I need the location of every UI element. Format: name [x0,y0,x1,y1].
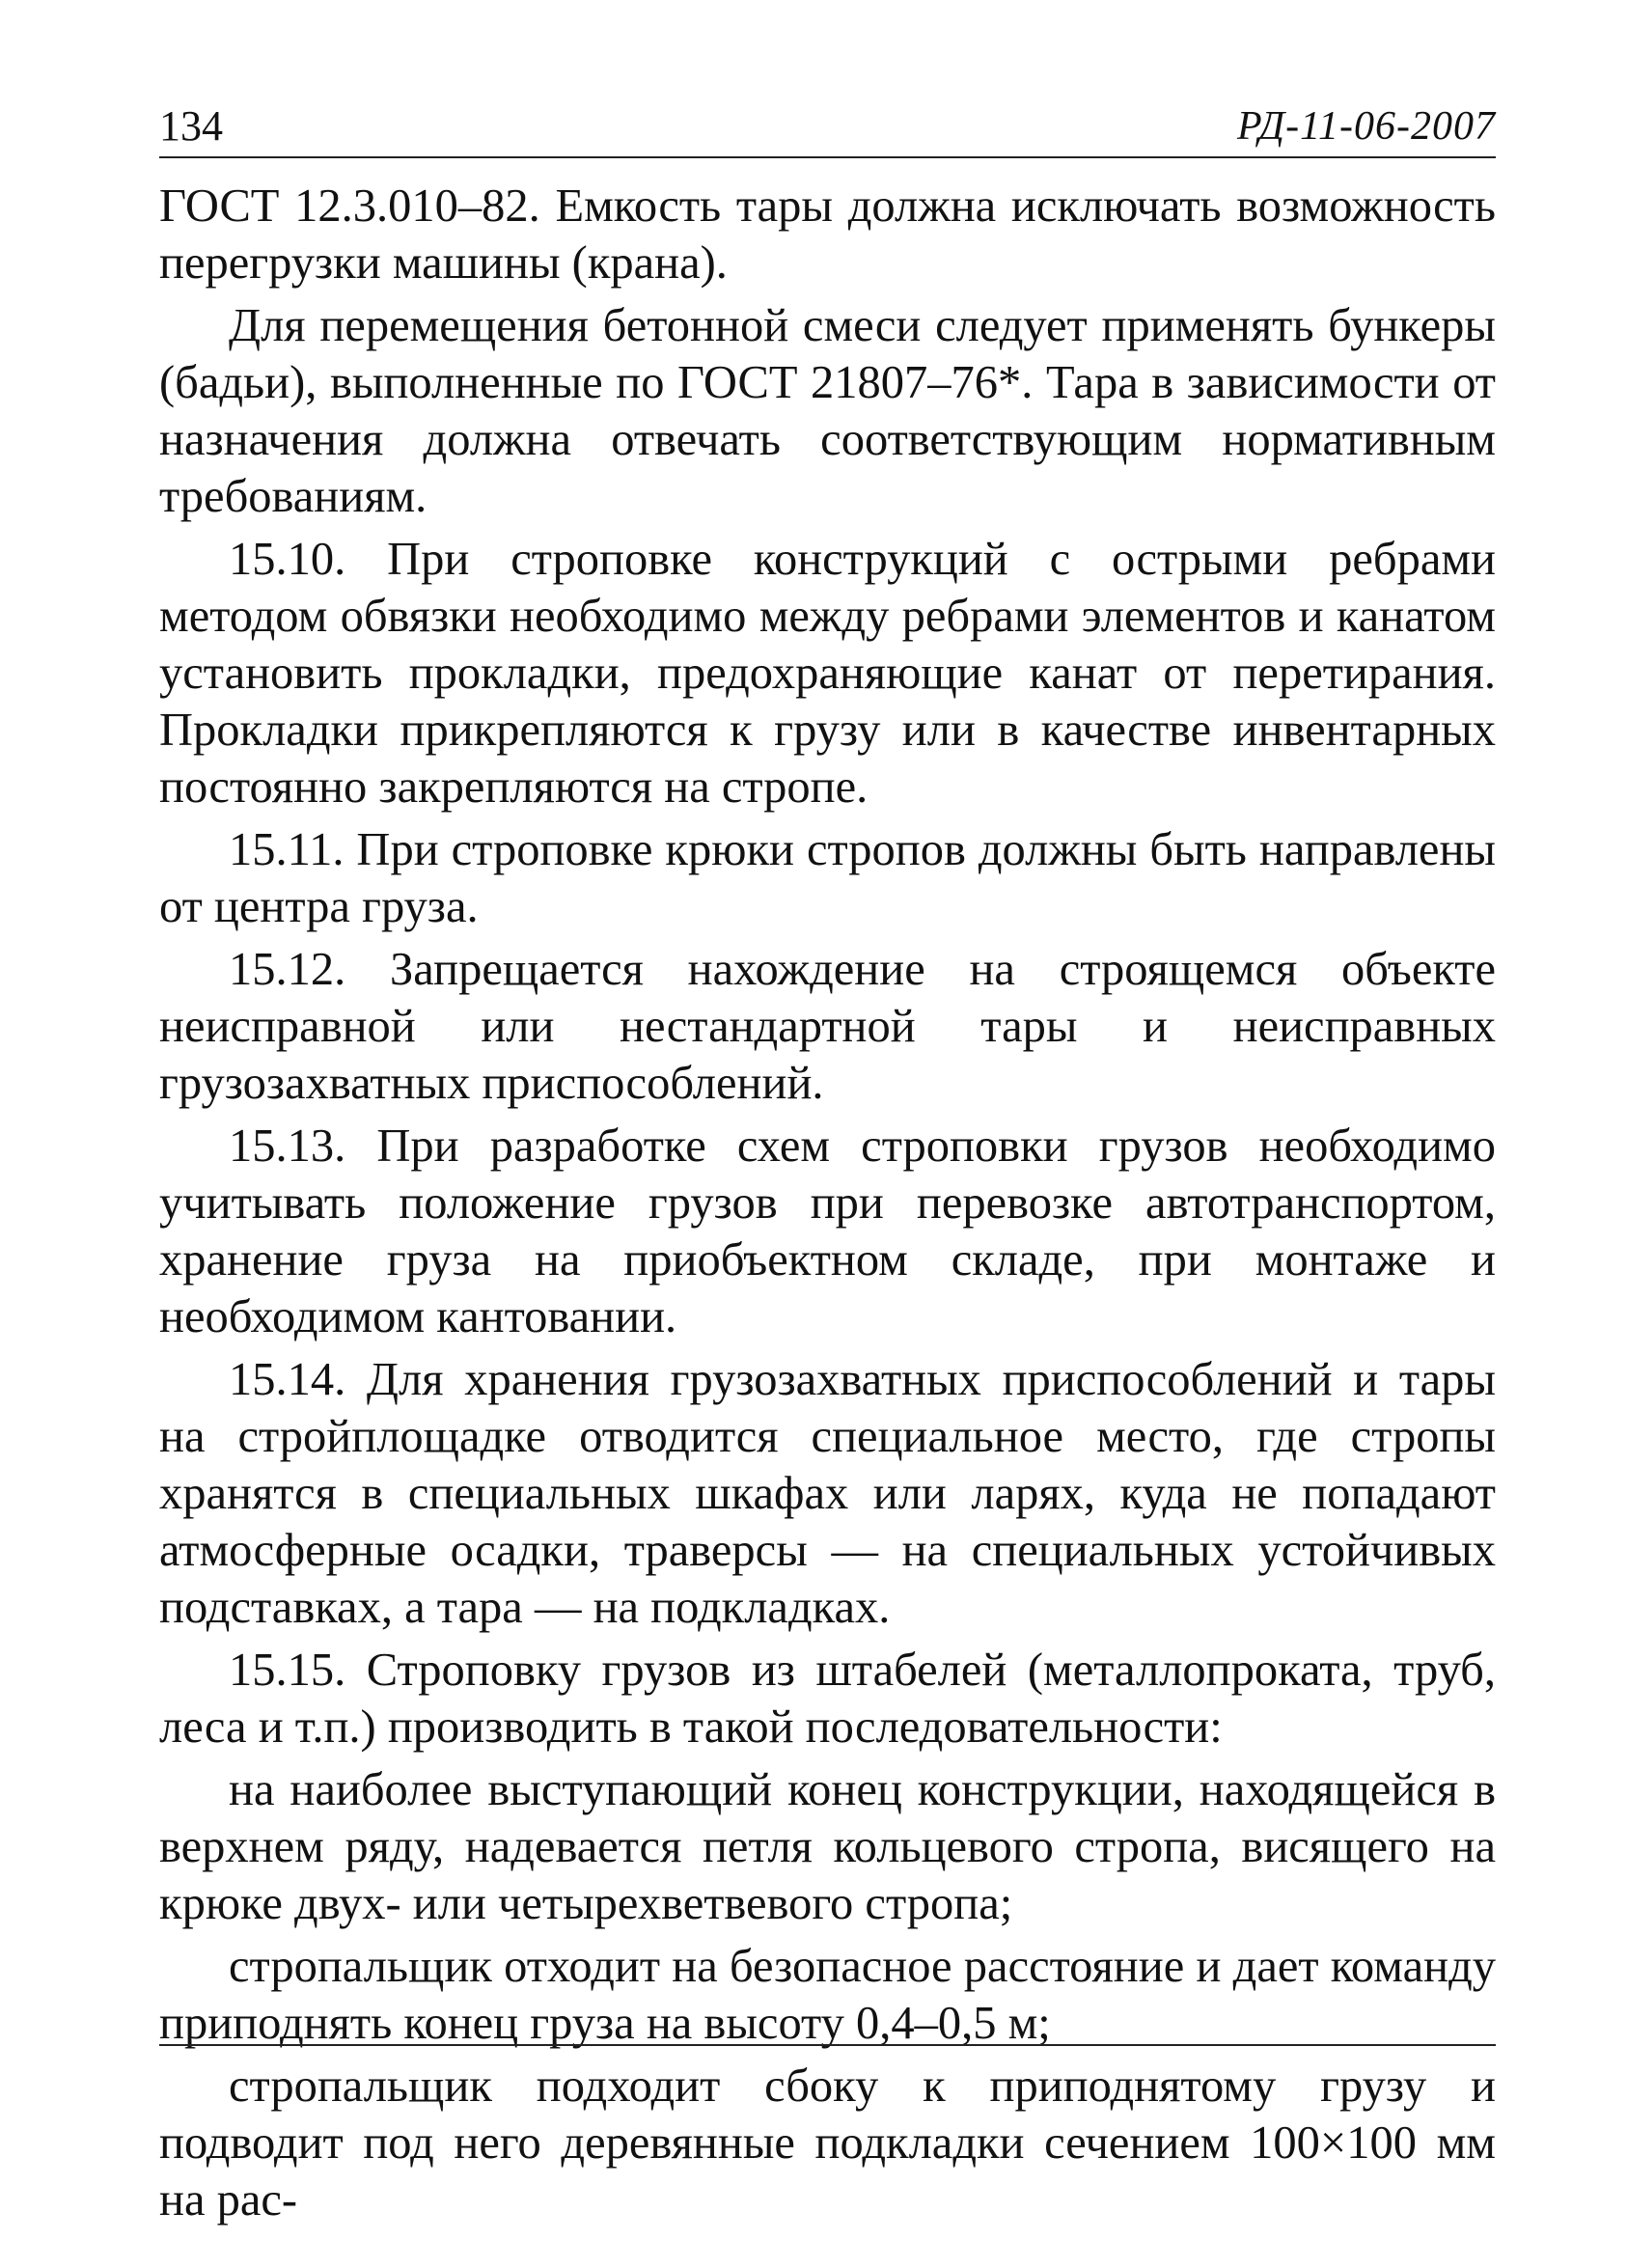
body-text [159,178,1496,2234]
list-item: на наиболее выступающий конец конструкции, находящейся в верхнем ряду, надевается петля кольцевого стропа, висящего на крюке двух- или четырехветвевого стропа; [159,1764,1496,1929]
paragraph-15-15: 15.15. Строповку грузов из штабелей (металлопроката, труб, леса и т.п.) производить в такой последовательности: [159,1645,1496,1753]
paragraph-15-11: 15.11. При строповке крюки стропов должны быть направлены от центра груза. [159,824,1496,932]
footer-rule [159,2044,1496,2046]
list-item: стропальщик отходит на безопасное расстояние и дает команду приподнять конец груза на высоту 0,4–0,5 м; [159,1941,1496,2049]
paragraph-15-12: 15.12. Запрещается нахождение на строящемся объекте неисправной или нестандартной тары и неисправных грузозахватных приспособлений. [159,944,1496,1109]
document-code: РД-11-06-2007 [1236,104,1496,149]
paragraph-15-14: 15.14. Для хранения грузозахватных приспособлений и тары на стройплощадке отводится специальное место, где стропы хранятся в специальных шкафах или ларях, куда не попадают атмосферные осадки, траверсы — на специальных устойчивых подставках, а тара — на подкладках. [159,1354,1496,1633]
paragraph-continued: ГОСТ 12.3.010–82. Емкость тары должна исключать возможность перегрузки машины (крана). [159,180,1496,289]
paragraph-15-10: 15.10. При строповке конструкций с острыми ребрами методом обвязки необходимо между ребрами элементов и канатом установить прокладки, предохраняющие канат от перетирания. Прокладки прикрепляются к грузу или в качестве инвентарных постоянно закрепляются на стропе. [159,534,1496,813]
page-header [159,97,1496,158]
paragraph: Для перемещения бетонной смеси следует применять бункеры (бадьи), выполненные по ГОСТ 21807–76*. Тара в зависимости от назначения должна отвечать соответствующим нормативным требованиям. [159,300,1496,522]
list-item: стропальщик подходит сбоку к приподнятому грузу и подводит под него деревянные подкладки сечением 100×100 мм на рас- [159,2061,1496,2226]
paragraph-15-13: 15.13. При разработке схем строповки грузов необходимо учитывать положение грузов при перевозке автотранспортом, хранение груза на приобъектном складе, при монтаже и необходимом кантовании. [159,1120,1496,1342]
page-number: 134 [159,102,223,150]
